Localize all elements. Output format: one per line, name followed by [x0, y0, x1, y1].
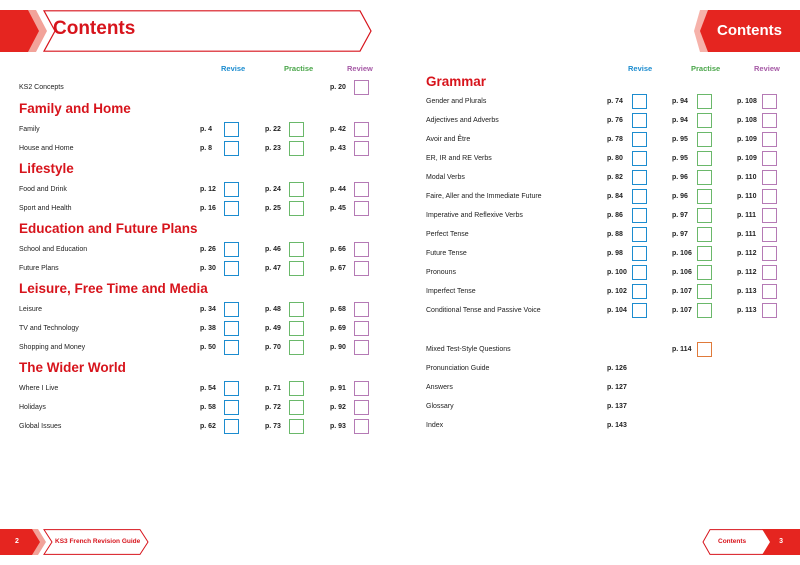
list-item-extra: [0, 360, 800, 378]
practise-page: p. 47: [265, 265, 281, 272]
left-header-banner: [0, 10, 372, 52]
review-page: p. 69: [330, 325, 346, 332]
topic-label: Sport and Health: [19, 205, 72, 212]
review-checkbox[interactable]: [762, 113, 777, 128]
extra-page: p. 143: [607, 422, 627, 429]
topic-label: Glossary: [426, 403, 454, 410]
revise-page: p. 86: [607, 212, 623, 219]
topic-label: House and Home: [19, 145, 74, 152]
footer-text: Contents: [718, 538, 747, 545]
revise-checkbox[interactable]: [632, 170, 647, 185]
list-item: [0, 302, 800, 320]
review-page: p. 113: [737, 288, 757, 295]
column-header-practise: Practise: [284, 64, 314, 73]
topic-label: ER, IR and RE Verbs: [426, 155, 492, 162]
list-item-extra: [0, 398, 800, 416]
revise-page: p. 8: [200, 145, 213, 152]
review-checkbox[interactable]: [762, 227, 777, 242]
practise-checkbox[interactable]: [697, 246, 712, 261]
revise-page: p. 76: [607, 117, 623, 124]
revise-checkbox[interactable]: [632, 208, 647, 223]
practise-page: p. 23: [265, 145, 281, 152]
section-title-lifestyle: Lifestyle: [19, 161, 74, 176]
practise-page: p. 70: [265, 344, 281, 351]
list-item: [0, 188, 800, 206]
practise-page: p. 95: [672, 155, 688, 162]
practise-checkbox[interactable]: [697, 284, 712, 299]
revise-page: p. 78: [607, 136, 623, 143]
practise-page: p. 107: [672, 307, 692, 314]
revise-checkbox[interactable]: [632, 265, 647, 280]
column-header-revise-right: Revise: [628, 64, 653, 73]
practise-page: p. 25: [265, 205, 281, 212]
practise-checkbox[interactable]: [697, 132, 712, 147]
revise-page: p. 16: [200, 205, 216, 212]
revise-checkbox[interactable]: [632, 113, 647, 128]
extra-page: p. 127: [607, 384, 627, 391]
review-page: p. 68: [330, 306, 346, 313]
review-page: p. 66: [330, 246, 346, 253]
list-item-mixed-questions: [0, 341, 800, 359]
revise-checkbox[interactable]: [632, 227, 647, 242]
topic-label: Modal Verbs: [426, 174, 465, 181]
revise-page: p. 88: [607, 231, 623, 238]
page-title-right: Contents: [717, 22, 782, 39]
practise-page: p. 106: [672, 250, 692, 257]
review-page: p. 45: [330, 205, 346, 212]
practise-page: p. 95: [672, 136, 688, 143]
practise-checkbox[interactable]: [697, 170, 712, 185]
revise-page: p. 104: [607, 307, 627, 314]
revise-page: p. 84: [607, 193, 623, 200]
review-page: p. 108: [737, 117, 757, 124]
topic-label: Faire, Aller and the Immediate Future: [426, 193, 542, 200]
topic-label: Pronouns: [426, 269, 456, 276]
review-checkbox[interactable]: [354, 321, 369, 336]
review-checkbox[interactable]: [762, 151, 777, 166]
review-page: p. 92: [330, 404, 346, 411]
review-checkbox[interactable]: [762, 208, 777, 223]
list-item: [0, 93, 800, 111]
topic-label: Global Issues: [19, 423, 62, 430]
topic-label: Where I Live: [19, 385, 59, 392]
review-page: p. 113: [737, 307, 757, 314]
review-checkbox[interactable]: [762, 265, 777, 280]
review-page: p. 20: [330, 84, 346, 91]
revise-page: p. 54: [200, 385, 216, 392]
right-footer: [702, 529, 800, 555]
review-page: p. 44: [330, 186, 346, 193]
section-title-the-wider-world: The Wider World: [19, 360, 126, 375]
topic-label: Food and Drink: [19, 186, 67, 193]
practise-page: p. 107: [672, 288, 692, 295]
review-page: p. 109: [737, 136, 757, 143]
topic-label: Shopping and Money: [19, 344, 86, 351]
revise-checkbox[interactable]: [632, 284, 647, 299]
revise-checkbox[interactable]: [632, 189, 647, 204]
topic-label: Holidays: [19, 404, 46, 411]
topic-label: Perfect Tense: [426, 231, 469, 238]
review-page: p. 108: [737, 98, 757, 105]
revise-page: p. 62: [200, 423, 216, 430]
list-item: [0, 264, 800, 282]
topic-label: Imperfect Tense: [426, 288, 476, 295]
revise-page: p. 38: [200, 325, 216, 332]
page-number: 2: [15, 538, 19, 545]
practise-page: p. 24: [265, 186, 281, 193]
topic-label: TV and Technology: [19, 325, 79, 332]
topic-label: Leisure: [19, 306, 42, 313]
list-item: [0, 207, 800, 225]
topic-label: School and Education: [19, 246, 88, 253]
list-item: [0, 131, 800, 149]
review-checkbox[interactable]: [762, 303, 777, 318]
review-checkbox[interactable]: [762, 189, 777, 204]
page-title: Contents: [53, 18, 136, 39]
left-footer: [0, 529, 150, 555]
topic-label: Family: [19, 126, 40, 133]
practise-page: p. 96: [672, 174, 688, 181]
review-page: p. 110: [737, 174, 757, 181]
topic-label: KS2 Concepts: [19, 84, 64, 91]
revise-checkbox[interactable]: [632, 132, 647, 147]
topic-label: Adjectives and Adverbs: [426, 117, 499, 124]
review-page: p. 90: [330, 344, 346, 351]
practise-checkbox[interactable]: [697, 208, 712, 223]
extra-page: p. 137: [607, 403, 627, 410]
review-checkbox[interactable]: [762, 170, 777, 185]
section-title-family-and-home: Family and Home: [19, 101, 131, 116]
topic-label: Imperative and Reflexive Verbs: [426, 212, 523, 219]
list-item-extra: [0, 379, 800, 397]
revise-page: p. 102: [607, 288, 627, 295]
list-item-extra: [0, 417, 800, 435]
footer-text: KS3 French Revision Guide: [55, 538, 141, 545]
revise-page: p. 74: [607, 98, 623, 105]
mixed-page: p. 114: [672, 346, 692, 353]
topic-label: Avoir and Être: [426, 136, 471, 143]
review-page: p. 110: [737, 193, 757, 200]
topic-label: Mixed Test-Style Questions: [426, 346, 511, 353]
practise-page: p. 46: [265, 246, 281, 253]
topic-label: Index: [426, 422, 444, 429]
practise-page: p. 48: [265, 306, 281, 313]
practise-page: p. 71: [265, 385, 281, 392]
review-page: p. 93: [330, 423, 346, 430]
revise-checkbox[interactable]: [632, 246, 647, 261]
footer-tab-shape: [702, 529, 800, 555]
practise-page: p. 22: [265, 126, 281, 133]
practise-checkbox[interactable]: [289, 321, 304, 336]
practise-page: p. 106: [672, 269, 692, 276]
review-checkbox[interactable]: [762, 246, 777, 261]
practise-checkbox[interactable]: [697, 303, 712, 318]
review-page: p. 112: [737, 269, 757, 276]
topic-label: Future Tense: [426, 250, 467, 257]
column-header-practise-right: Practise: [691, 64, 721, 73]
review-checkbox[interactable]: [762, 132, 777, 147]
revise-page: p. 4: [200, 126, 213, 133]
right-header-banner: [694, 10, 800, 52]
topic-label: Conditional Tense and Passive Voice: [426, 307, 541, 314]
practise-checkbox[interactable]: [697, 113, 712, 128]
revise-page: p. 80: [607, 155, 623, 162]
revise-checkbox[interactable]: [632, 94, 647, 109]
practise-checkbox[interactable]: [697, 94, 712, 109]
topic-label: Answers: [426, 384, 453, 391]
revise-page: p. 34: [200, 306, 216, 313]
revise-checkbox[interactable]: [632, 303, 647, 318]
practise-checkbox[interactable]: [697, 151, 712, 166]
list-item: [0, 226, 800, 244]
section-title-education-and-future-plans: Education and Future Plans: [19, 221, 198, 236]
extra-page: p. 126: [607, 365, 627, 372]
list-item: [0, 169, 800, 187]
list-item: [0, 150, 800, 168]
practise-page: p. 97: [672, 231, 688, 238]
page-number: 3: [779, 538, 783, 545]
revise-checkbox[interactable]: [224, 321, 239, 336]
topic-label: Gender and Plurals: [426, 98, 487, 105]
revise-page: p. 12: [200, 186, 216, 193]
review-page: p. 91: [330, 385, 346, 392]
mixed-checkbox[interactable]: [697, 342, 712, 357]
practise-checkbox[interactable]: [697, 265, 712, 280]
revise-page: p. 50: [200, 344, 216, 351]
practise-page: p. 49: [265, 325, 281, 332]
topic-label: Pronunciation Guide: [426, 365, 490, 372]
list-item: [0, 112, 800, 130]
column-header-review: Review: [347, 64, 373, 73]
list-item: [0, 320, 380, 338]
column-header-revise: Revise: [221, 64, 246, 73]
revise-checkbox[interactable]: [632, 151, 647, 166]
list-item: [0, 245, 800, 263]
practise-page: p. 96: [672, 193, 688, 200]
review-page: p. 42: [330, 126, 346, 133]
practise-checkbox[interactable]: [697, 189, 712, 204]
revise-page: p. 58: [200, 404, 216, 411]
review-checkbox[interactable]: [762, 284, 777, 299]
review-page: p. 111: [737, 231, 757, 238]
revise-page: p. 26: [200, 246, 216, 253]
review-page: p. 67: [330, 265, 346, 272]
list-item: [0, 283, 800, 301]
section-title-grammar: Grammar: [426, 74, 487, 89]
practise-page: p. 94: [672, 98, 688, 105]
review-page: p. 111: [737, 212, 757, 219]
topic-label: Future Plans: [19, 265, 59, 272]
practise-page: p. 97: [672, 212, 688, 219]
practise-page: p. 72: [265, 404, 281, 411]
revise-page: p. 100: [607, 269, 627, 276]
revise-page: p. 30: [200, 265, 216, 272]
review-checkbox[interactable]: [762, 94, 777, 109]
review-page: p. 43: [330, 145, 346, 152]
review-page: p. 112: [737, 250, 757, 257]
review-page: p. 109: [737, 155, 757, 162]
revise-page: p. 82: [607, 174, 623, 181]
practise-page: p. 73: [265, 423, 281, 430]
practise-page: p. 94: [672, 117, 688, 124]
practise-checkbox[interactable]: [697, 227, 712, 242]
column-header-review-right: Review: [754, 64, 780, 73]
section-title-leisure-free-time-and-media: Leisure, Free Time and Media: [19, 281, 208, 296]
revise-page: p. 98: [607, 250, 623, 257]
